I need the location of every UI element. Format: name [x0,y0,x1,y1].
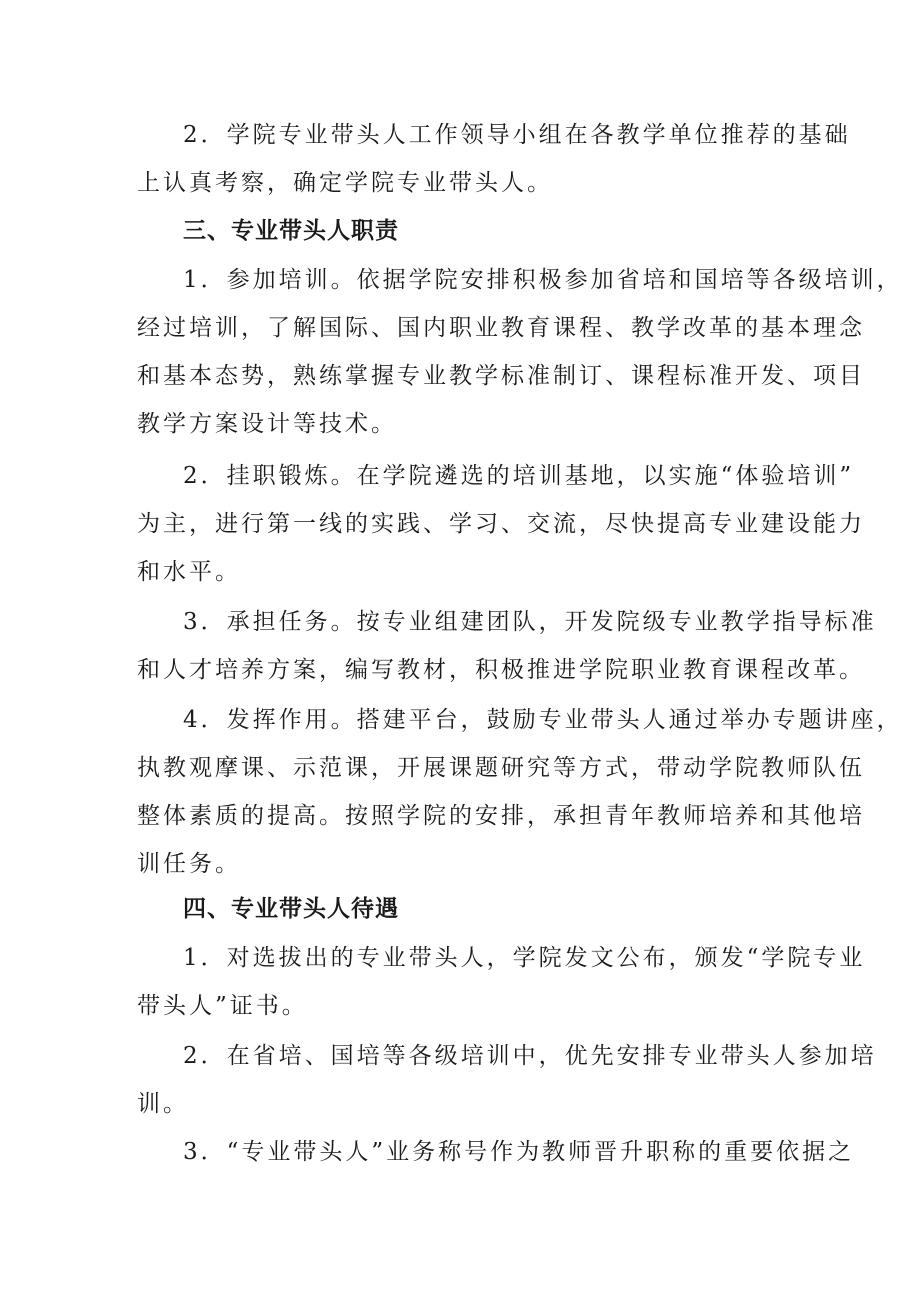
s3-item-1-line-4: 教学方案设计等技术。 [137,411,397,437]
s3-item-4-line-3: 整体素质的提高。按照学院的安排，承担青年教师培养和其他培 [137,803,865,829]
s3-item-1-line-3: 和基本态势，熟练掌握专业教学标准制订、课程标准开发、项目 [137,363,865,389]
s4-item-2-line-2: 训。 [137,1091,189,1117]
s4-item-1-line-2: 带头人”证书。 [137,993,308,1019]
s3-item-4-line-4: 训任务。 [137,851,241,877]
s4-item-2-line-1: 2．在省培、国培等各级培训中，优先安排专业带头人参加培 [183,1043,877,1069]
section-3-heading: 三、专业带头人职责 [183,218,399,244]
s3-item-3-line-2: 和人才培养方案，编写教材，积极推进学院职业教育课程改革。 [137,657,865,683]
s3-item-2-line-1: 2．挂职锻炼。在学院遴选的培训基地，以实施“体验培训” [183,463,855,489]
s3-item-4-line-1: 4．发挥作用。搭建平台，鼓励专业带头人通过举办专题讲座， [183,707,903,733]
s3-item-2-line-3: 和水平。 [137,559,241,585]
s4-item-3-line-1: 3．“专业带头人”业务称号作为教师晋升职称的重要依据之 [183,1139,855,1165]
item-2-line-2: 上认真考察，确定学院专业带头人。 [137,170,553,196]
section-4-heading: 四、专业带头人待遇 [183,896,399,922]
s3-item-2-line-2: 为主，进行第一线的实践、学习、交流，尽快提高专业建设能力 [137,511,865,537]
s4-item-1-line-1: 1．对选拔出的专业带头人，学院发文公布，颁发“学院专业 [183,945,866,971]
s3-item-1-line-1: 1．参加培训。依据学院安排积极参加省培和国培等各级培训， [183,267,903,293]
item-2-line-1: 2．学院专业带头人工作领导小组在各教学单位推荐的基础 [183,122,851,148]
s3-item-3-line-1: 3．承担任务。按专业组建团队，开发院级专业教学指导标准 [183,609,877,635]
s3-item-1-line-2: 经过培训，了解国际、国内职业教育课程、教学改革的基本理念 [137,315,865,341]
s3-item-4-line-2: 执教观摩课、示范课，开展课题研究等方式，带动学院教师队伍 [137,755,865,781]
